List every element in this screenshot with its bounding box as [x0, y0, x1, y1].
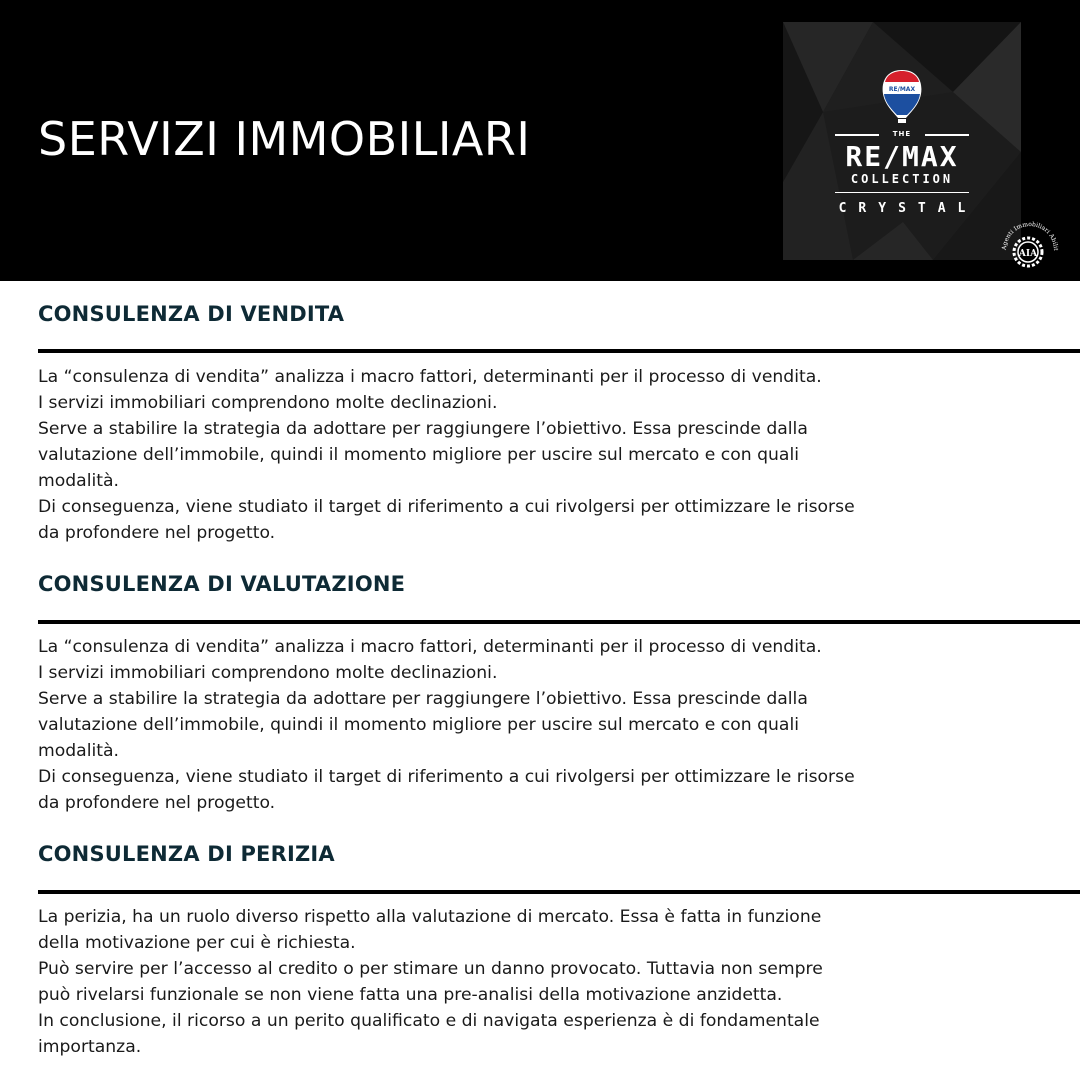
paragraph-line: I servizi immobiliari comprendono molte declinazioni.	[38, 393, 498, 413]
paragraph-line: La perizia, ha un ruolo diverso rispetto alla valutazione di mercato. Essa è fatta in funzione	[38, 907, 822, 927]
paragraph-line: Serve a stabilire la strategia da adottare per raggiungere l’obiettivo. Essa prescinde dalla	[38, 419, 808, 439]
svg-text:Agenti Immobiliari Abilitati.i: Agenti Immobiliari Abilit	[1000, 220, 1060, 251]
remax-collection-crystal-logo	[783, 22, 1021, 260]
section-body-valutazione	[38, 634, 998, 816]
section-heading-vendita: CONSULENZA DI VENDITA	[38, 302, 345, 326]
agenti-immobiliari-seal-icon	[998, 220, 1062, 274]
paragraph-line: Serve a stabilire la strategia da adottare per raggiungere l’obiettivo. Essa prescinde dalla	[38, 689, 808, 709]
logo-collection-text: COLLECTION	[850, 172, 954, 186]
paragraph-line: modalità.	[38, 471, 119, 491]
paragraph-line: della motivazione per cui è richiesta.	[38, 933, 356, 953]
paragraph-line: modalità.	[38, 741, 119, 761]
paragraph-line: Di conseguenza, viene studiato il target di riferimento a cui rivolgersi per ottimizzare le risorse	[38, 767, 855, 787]
section-divider	[38, 890, 1080, 894]
section-divider	[38, 620, 1080, 624]
paragraph-line: valutazione dell’immobile, quindi il momento migliore per uscire sul mercato e con quali	[38, 445, 800, 465]
paragraph-line: Di conseguenza, viene studiato il target di riferimento a cui rivolgersi per ottimizzare le risorse	[38, 497, 855, 517]
paragraph-line: La “consulenza di vendita” analizza i macro fattori, determinanti per il processo di vendita.	[38, 637, 822, 657]
logo-remax-text: RE/MAX	[845, 140, 959, 173]
svg-text:RE/MAX: RE/MAX	[888, 86, 916, 93]
header-banner	[0, 0, 1080, 281]
logo-the-text: THE	[892, 130, 912, 138]
section-heading-perizia: CONSULENZA DI PERIZIA	[38, 842, 335, 866]
paragraph-line: da profondere nel progetto.	[38, 793, 276, 813]
logo-crystal-text: CRYSTAL	[838, 201, 978, 216]
paragraph-line: Può servire per l’accesso al credito o per stimare un danno provocato. Tuttavia non sempre	[38, 959, 823, 979]
section-divider	[38, 349, 1080, 353]
page-title: SERVIZI IMMOBILIARI	[38, 112, 531, 166]
svg-text:AIA: AIA	[1018, 249, 1038, 259]
paragraph-line: importanza.	[38, 1037, 142, 1057]
logo-rule-mid	[835, 192, 969, 193]
paragraph-line: può rivelarsi funzionale se non viene fatta una pre-analisi della motivazione anzidetta.	[38, 985, 783, 1005]
paragraph-line: La “consulenza di vendita” analizza i macro fattori, determinanti per il processo di vendita.	[38, 367, 822, 387]
paragraph-line: da profondere nel progetto.	[38, 523, 276, 543]
paragraph-line: I servizi immobiliari comprendono molte declinazioni.	[38, 663, 498, 683]
section-body-vendita	[38, 364, 998, 546]
paragraph-line: valutazione dell’immobile, quindi il momento migliore per uscire sul mercato e con quali	[38, 715, 800, 735]
paragraph-line: In conclusione, il ricorso a un perito qualificato e di navigata esperienza è di fondamentale	[38, 1011, 820, 1031]
section-body-perizia	[38, 904, 998, 1060]
section-heading-valutazione: CONSULENZA DI VALUTAZIONE	[38, 572, 406, 596]
